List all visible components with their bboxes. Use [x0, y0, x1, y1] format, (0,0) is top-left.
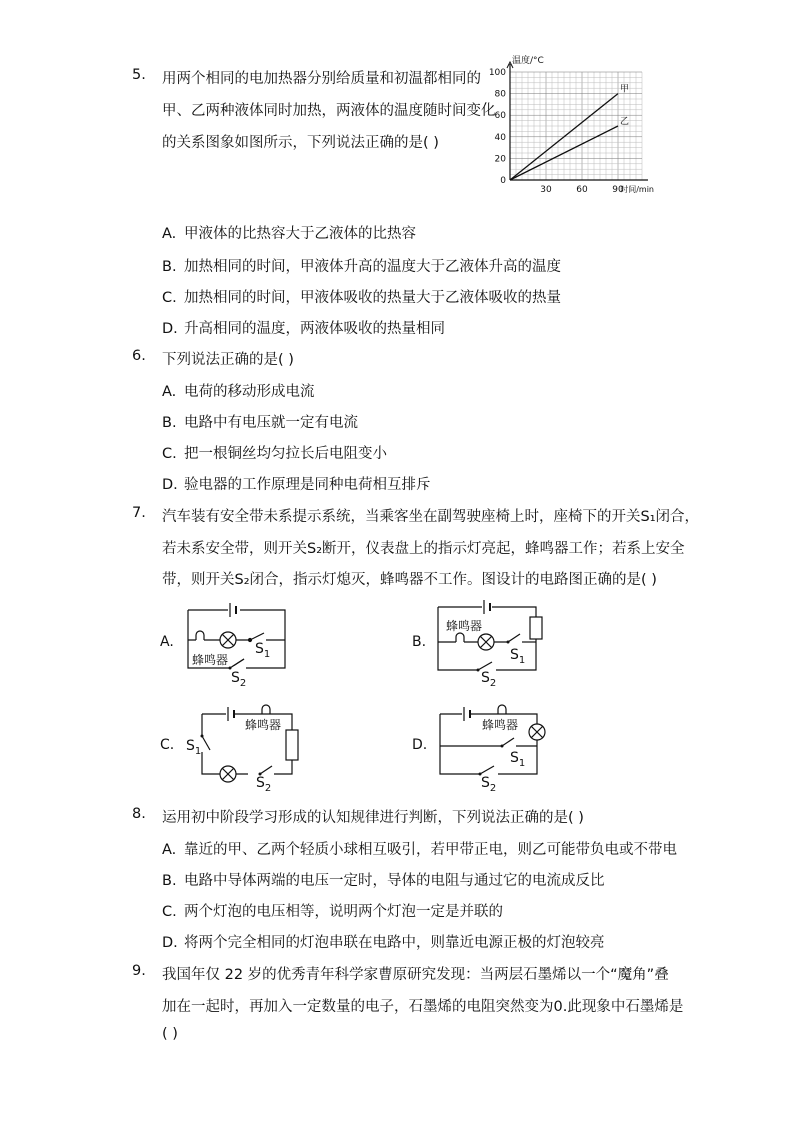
series-label: 乙 [620, 117, 630, 127]
switch-s2-label: $S_2$ [481, 670, 497, 689]
option-a[interactable]: A. 甲液体的比热容大于乙液体的比热容 [162, 226, 416, 242]
option-a[interactable]: A. 电荷的移动形成电流 [162, 384, 315, 400]
question-stem: 运用初中阶段学习形成的认知规律进行判断，下列说法正确的是( ) [162, 810, 584, 826]
question-text-line: 带，则开关S₂闭合，指示灯熄灭，蜂鸣器不工作。图设计的电路图正确的是( ) [162, 572, 657, 588]
question-number: 8. [132, 806, 146, 822]
question-number: 7. [132, 505, 146, 521]
option-label: D. [412, 737, 428, 753]
question-number: 5. [132, 67, 146, 83]
question-text-line: 我国年仅 22 岁的优秀青年科学家曹原研究发现：当两层石墨烯以一个“魔角”叠 [162, 967, 669, 983]
y-tick-label: 60 [494, 111, 506, 122]
y-axis-label: 温度/°C [512, 56, 544, 66]
question-text-line: 甲、乙两种液体同时加热，两液体的温度随时间变化 [162, 103, 496, 119]
option-label: B. [412, 634, 427, 650]
switch-s1-label: $S_1$ [510, 647, 526, 666]
origin-label: 0 [500, 176, 506, 186]
option-b[interactable]: B. 电路中有电压就一定有电流 [162, 415, 358, 431]
x-tick-label: 90 [612, 185, 624, 195]
option-c[interactable]: C. 两个灯泡的电压相等，说明两个灯泡一定是并联的 [162, 904, 503, 920]
option-b[interactable]: B. 电路中导体两端的电压一定时，导体的电阻与通过它的电流成反比 [162, 873, 605, 889]
question-text-line: 加在一起时，再加入一定数量的电子，石墨烯的电阻突然变为0.此现象中石墨烯是 [162, 999, 684, 1015]
switch-s1-label: $S_1$ [255, 641, 271, 660]
buzzer-label: 蜂鸣器 [482, 718, 519, 732]
option-c[interactable]: C. 加热相同的时间，甲液体吸收的热量大于乙液体吸收的热量 [162, 290, 561, 306]
y-tick-label: 40 [494, 132, 506, 143]
switch-s2-label: $S_2$ [481, 775, 497, 794]
temperature-time-chart [484, 52, 664, 197]
option-b[interactable]: B. 加热相同的时间，甲液体升高的温度大于乙液体升高的温度 [162, 259, 561, 275]
buzzer-label: 蜂鸣器 [192, 653, 229, 667]
question-stem: 下列说法正确的是( ) [162, 352, 294, 368]
option-d[interactable]: D. 将两个完全相同的灯泡串联在电路中，则靠近电源正极的灯泡较亮 [162, 935, 605, 951]
option-c[interactable]: C. 把一根铜丝均匀拉长后电阻变小 [162, 446, 387, 462]
question-text-line: 汽车装有安全带未系提示系统，当乘客坐在副驾驶座椅上时，座椅下的开关S₁闭合， [162, 509, 700, 525]
switch-s1-label: $S_1$ [510, 750, 526, 769]
option-d[interactable]: D. 验电器的工作原理是同种电荷相互排斥 [162, 477, 431, 493]
x-tick-label: 60 [576, 185, 588, 195]
option-label: C. [160, 737, 175, 753]
question-text-line: ( ) [162, 1026, 178, 1042]
y-tick-label: 80 [494, 89, 506, 100]
question-text-line: 用两个相同的电加热器分别给质量和初温都相同的 [162, 71, 481, 87]
x-tick-label: 30 [540, 185, 552, 195]
x-axis-label: 时间/min [620, 185, 654, 194]
buzzer-label: 蜂鸣器 [245, 718, 282, 732]
switch-s1-label: $S_1$ [186, 738, 202, 757]
option-a[interactable]: A. 靠近的甲、乙两个轻质小球相互吸引，若甲带正电，则乙可能带负电或不带电 [162, 842, 677, 858]
switch-s2-label: $S_2$ [256, 775, 272, 794]
option-d[interactable]: D. 升高相同的温度，两液体吸收的热量相同 [162, 321, 445, 337]
y-tick-label: 100 [488, 68, 506, 78]
question-number: 9. [132, 963, 146, 979]
series-label: 甲 [620, 84, 630, 95]
y-tick-label: 20 [494, 154, 506, 165]
question-number: 6. [132, 348, 146, 364]
question-text-line: 若未系安全带，则开关S₂断开，仪表盘上的指示灯亮起，蜂鸣器工作；若系上安全 [162, 541, 685, 557]
option-label: A. [160, 634, 174, 650]
buzzer-label: 蜂鸣器 [446, 619, 483, 633]
question-text-line: 的关系图象如图所示，下列说法正确的是( ) [162, 135, 439, 151]
switch-s2-label: $S_2$ [231, 670, 247, 689]
